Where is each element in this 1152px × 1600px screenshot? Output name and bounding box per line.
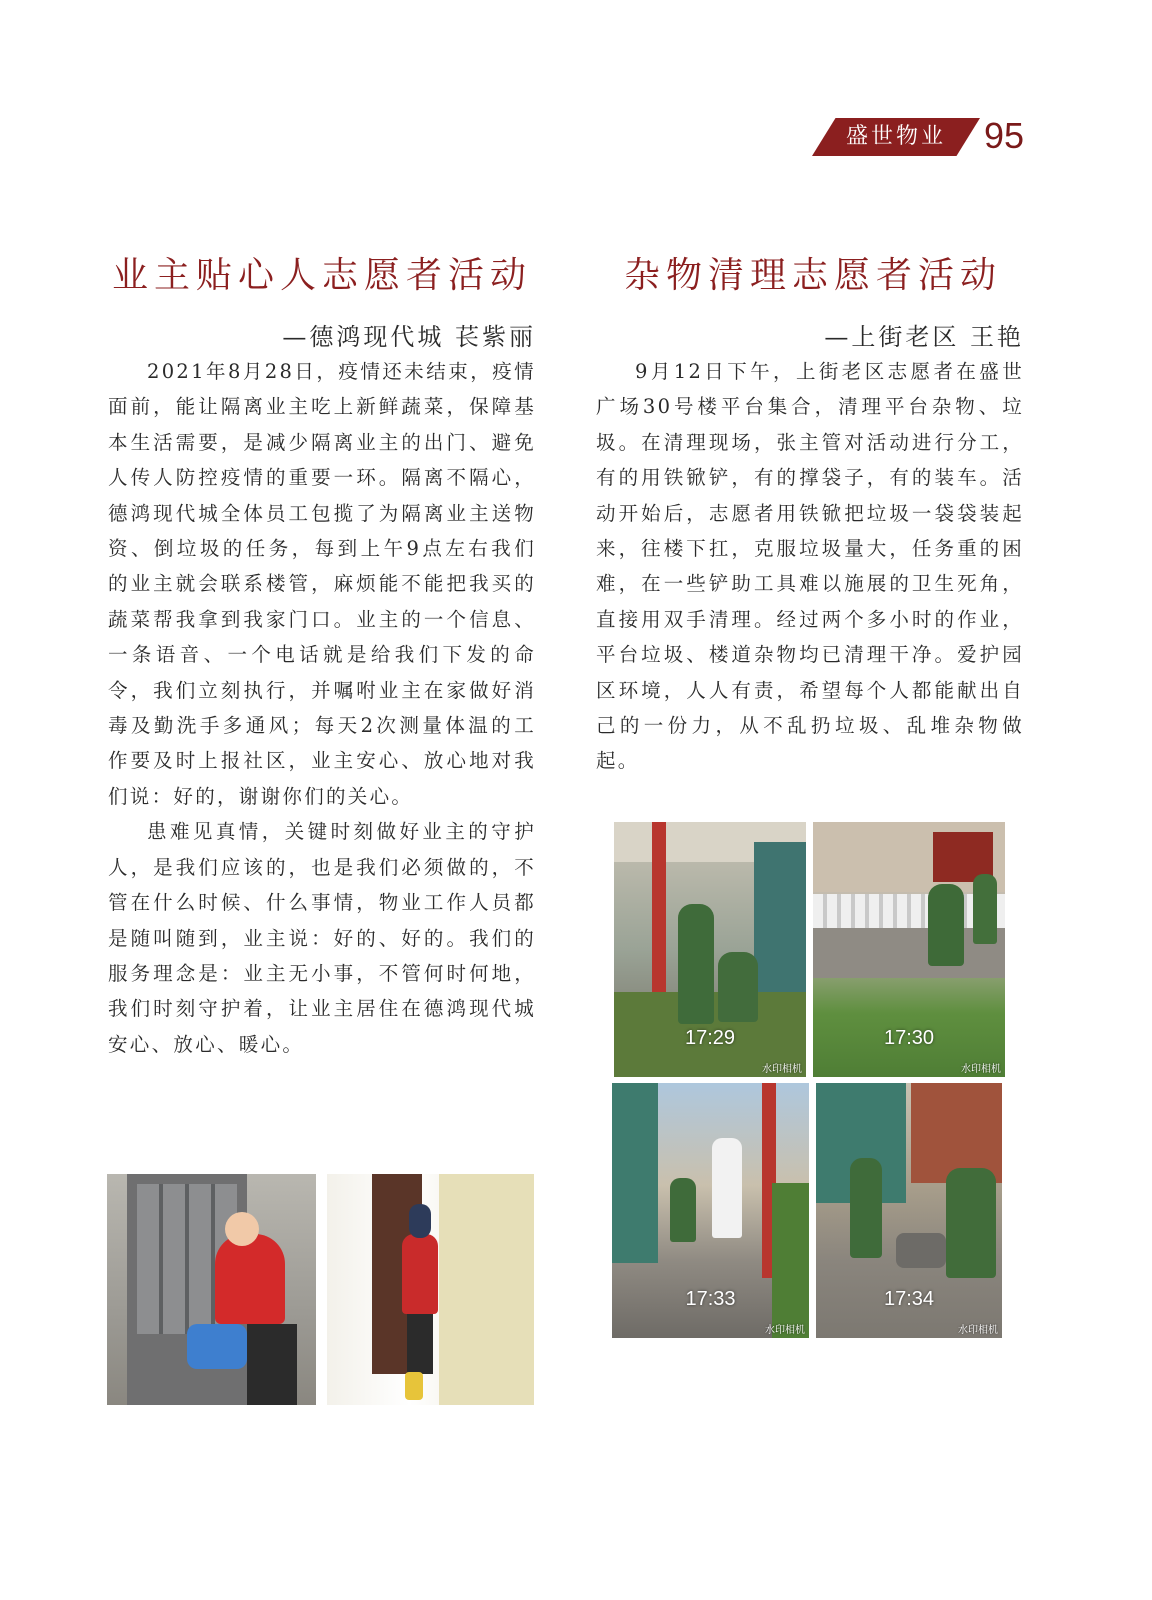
photo-cleanup-1730 — [813, 822, 1005, 1077]
camera-watermark: 水印相机 — [765, 1325, 805, 1336]
left-article-body — [108, 354, 536, 1062]
left-article-byline: —德鸿现代城 苌紫丽 — [282, 323, 536, 351]
photo-delivery-hallway — [327, 1174, 534, 1405]
timestamp-1733: 17:33 — [685, 1288, 736, 1310]
right-article-byline: —上街老区 王艳 — [824, 323, 1024, 351]
timestamp-1734: 17:34 — [883, 1288, 935, 1310]
left-paragraph-1: 2021年8月28日，疫情还未结束，疫情面前，能让隔离业主吃上新鲜蔬菜，保障基本生活需要，是减少隔离业主的出门、避免人传人防控疫情的重要一环。隔离不隔心，德鸿现代城全体员工包揽了为隔离业主送物资、倒垃圾的任务，每到上午9点左右我们的业主就会联系楼管，麻烦能不能把我买的蔬菜帮我拿到我家门口。业主的一个信息、一条语音、一个电话就是给我们下发的命令，我们立刻执行，并嘱咐业主在家做好消毒及勤洗手多通风；每天2次测量体温的工作要及时上报社区，业主安心、放心地对我们说：好的，谢谢你们的关心。 — [108, 360, 536, 808]
camera-watermark: 水印相机 — [762, 1064, 802, 1075]
section-tag: 盛世物业 — [845, 124, 946, 149]
right-paragraph-1: 9月12日下午，上街老区志愿者在盛世广场30号楼平台集合，清理平台杂物、垃圾。在清理现场，张主管对活动进行分工，有的用铁锨铲，有的撑袋子，有的装车。活动开始后，志愿者用铁锨把垃圾一袋袋装起来，往楼下扛，克服垃圾量大，任务重的困难，在一些铲助工具难以施展的卫生死角，直接用双手清理。经过两个多小时的作业，平台垃圾、楼道杂物均已清理干净。爱护园区环境，人人有责，希望每个人都能献出自己的一份力，从不乱扔垃圾、乱堆杂物做起。 — [596, 360, 1024, 773]
left-paragraph-2: 患难见真情，关键时刻做好业主的守护人，是我们应该的，也是我们必须做的，不管在什么时候、什么事情，物业工作人员都是随叫随到，业主说：好的、好的。我们的服务理念是：业主无小事，不管何时何地，我们时刻守护着，让业主居住在德鸿现代城安心、放心、暖心。 — [108, 820, 536, 1056]
left-article-title: 业主贴心人志愿者活动 — [112, 255, 533, 296]
camera-watermark: 水印相机 — [958, 1325, 998, 1336]
photo-cleanup-1734 — [816, 1083, 1002, 1338]
camera-watermark: 水印相机 — [961, 1064, 1001, 1075]
photo-cleanup-1733 — [612, 1083, 809, 1338]
right-article-body — [596, 354, 1024, 779]
photo-delivery-door — [107, 1174, 316, 1405]
photo-cleanup-1729 — [614, 822, 806, 1077]
timestamp-1730: 17:30 — [883, 1027, 935, 1049]
right-article-title: 杂物清理志愿者活动 — [624, 255, 1003, 296]
timestamp-1729: 17:29 — [684, 1027, 736, 1049]
page-number: 95 — [984, 115, 1025, 156]
